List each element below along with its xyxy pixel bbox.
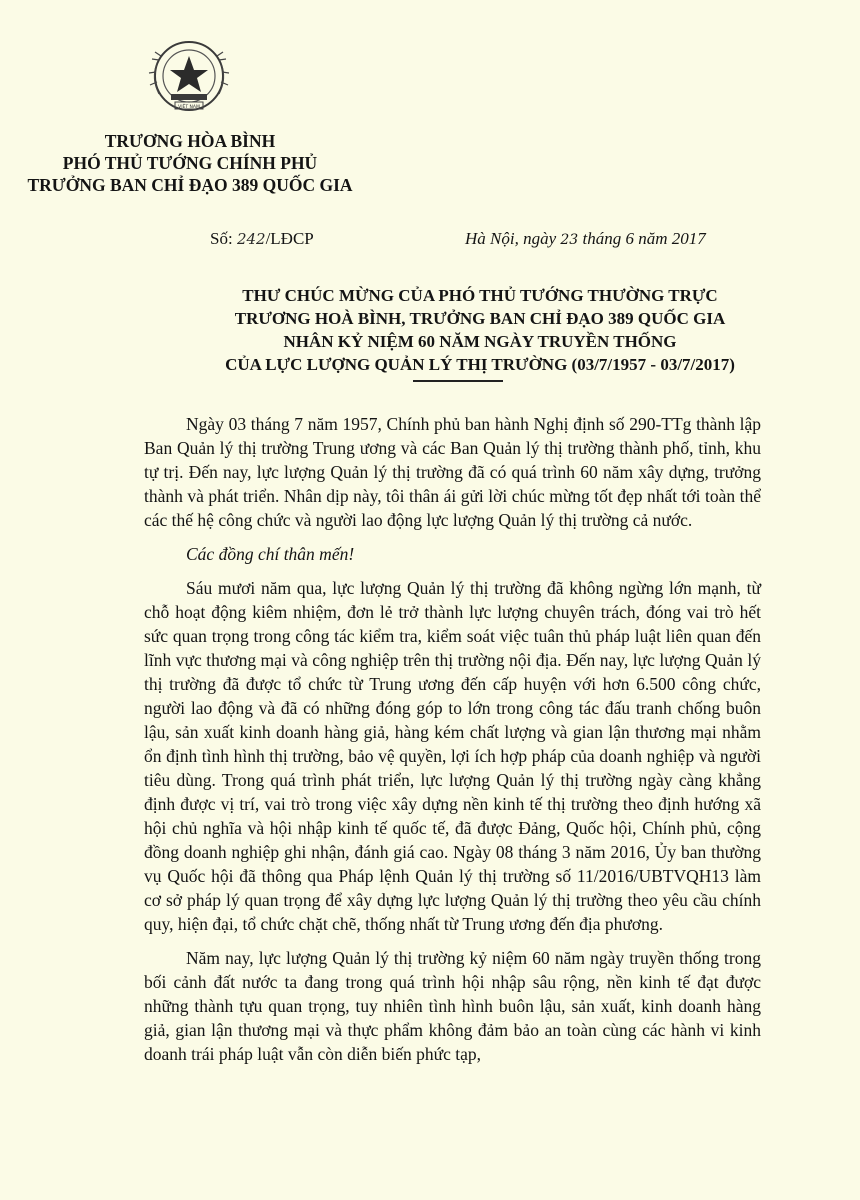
greeting: Các đồng chí thân mến! <box>186 544 355 564</box>
letter-body <box>144 412 761 1076</box>
national-emblem-icon <box>141 34 237 124</box>
handwritten-number: 242 <box>236 230 266 248</box>
paragraph: Năm nay, lực lượng Quản lý thị trường kỷ niệm 60 năm ngày truyền thống trong bối cảnh đất nước ta đang trong quá trình hội nhập sâu rộng, nền kinh tế đạt được những thành tựu quan trọng, tuy nhiên tình hình buôn lậu, sản xuất, kinh doanh hàng giả, gian lận thương mại và thực phẩm không đảm bảo an toàn cùng các hành vi kinh doanh trái pháp luật vẫn còn diễn biến phức tạp, <box>144 948 761 1064</box>
document-title: THƯ CHÚC MỪNG CỦA PHÓ THỦ TƯỚNG THƯỜNG TRỰC TRƯƠNG HOÀ BÌNH, TRƯỞNG BAN CHỈ ĐẠO 389 QUỐC GIA NHÂN KỶ NIỆM 60 NĂM NGÀY TRUYỀN THỐNG CỦA LỰC LƯỢNG QUẢN LÝ THỊ TRƯỜNG (03/7/1957 - 03/7/2017) <box>225 286 735 374</box>
paragraph: Ngày 03 tháng 7 năm 1957, Chính phủ ban hành Nghị định số 290-TTg thành lập Ban Quản lý thị trường Trung ương và các Ban Quản lý thị trường thành phố, tỉnh, khu tự trị. Đến nay, lực lượng Quản lý thị trường đã có quá trình 60 năm xây dựng, trưởng thành và phát triển. Nhân dịp này, tôi thân ái gửi lời chúc mừng tốt đẹp nhất tới toàn thể các thế hệ công chức và người lao động lực lượng Quản lý thị trường cả nước. <box>144 414 761 530</box>
svg-text:VIỆT NAM: VIỆT NAM <box>178 105 200 110</box>
sender-name: TRƯƠNG HÒA BÌNH <box>104 131 276 151</box>
date-line: Hà Nội, ngày 23 tháng 6 năm 2017 <box>465 229 706 248</box>
sender-block <box>0 130 380 196</box>
handwritten-day: 23 <box>560 232 579 248</box>
sender-position: PHÓ THỦ TƯỚNG CHÍNH PHỦ <box>62 153 318 173</box>
reference-number: Số: 242/LĐCP <box>210 229 314 248</box>
title-divider <box>413 380 503 382</box>
paragraph: Sáu mươi năm qua, lực lượng Quản lý thị trường đã không ngừng lớn mạnh, từ chỗ hoạt động kiêm nhiệm, đơn lẻ trở thành lực lượng chuyên trách, đóng vai trò hết sức quan trọng trong công tác kiểm tra, kiểm soát việc tuân thủ pháp luật liên quan đến lĩnh vực thương mại và công nghiệp trên thị trường nội địa. Đến nay, lực lượng Quản lý thị trường đã được tổ chức từ Trung ương đến cấp huyện với hơn 6.500 công chức, người lao động và đã có những đóng góp to lớn trong công tác đấu tranh chống buôn lậu, sản xuất kinh doanh hàng giả, hàng kém chất lượng và gian lận thương mại nhằm ổn định tình hình thị trường, bảo vệ quyền, lợi ích hợp pháp của doanh nghiệp và người tiêu dùng. Trong quá trình phát triển, lực lượng Quản lý thị trường ngày càng khẳng định được vị trí, vai trò trong việc xây dựng nền kinh tế thị trường theo định hướng xã hội chủ nghĩa và hội nhập kinh tế quốc tế, đã được Đảng, Quốc hội, Chính phủ, cộng đồng doanh nghiệp ghi nhận, đánh giá cao. Ngày 08 tháng 3 năm 2016, Ủy ban thường vụ Quốc hội đã thông qua Pháp lệnh Quản lý thị trường số 11/2016/UBTVQH13 làm cơ sở pháp lý quan trọng để xây dựng lực lượng Quản lý thị trường theo yêu cầu chính quy, hiện đại, tổ chức chặt chẽ, thống nhất từ Trung ương đến địa phương. <box>144 578 761 934</box>
sender-role: TRƯỞNG BAN CHỈ ĐẠO 389 QUỐC GIA <box>27 175 353 195</box>
